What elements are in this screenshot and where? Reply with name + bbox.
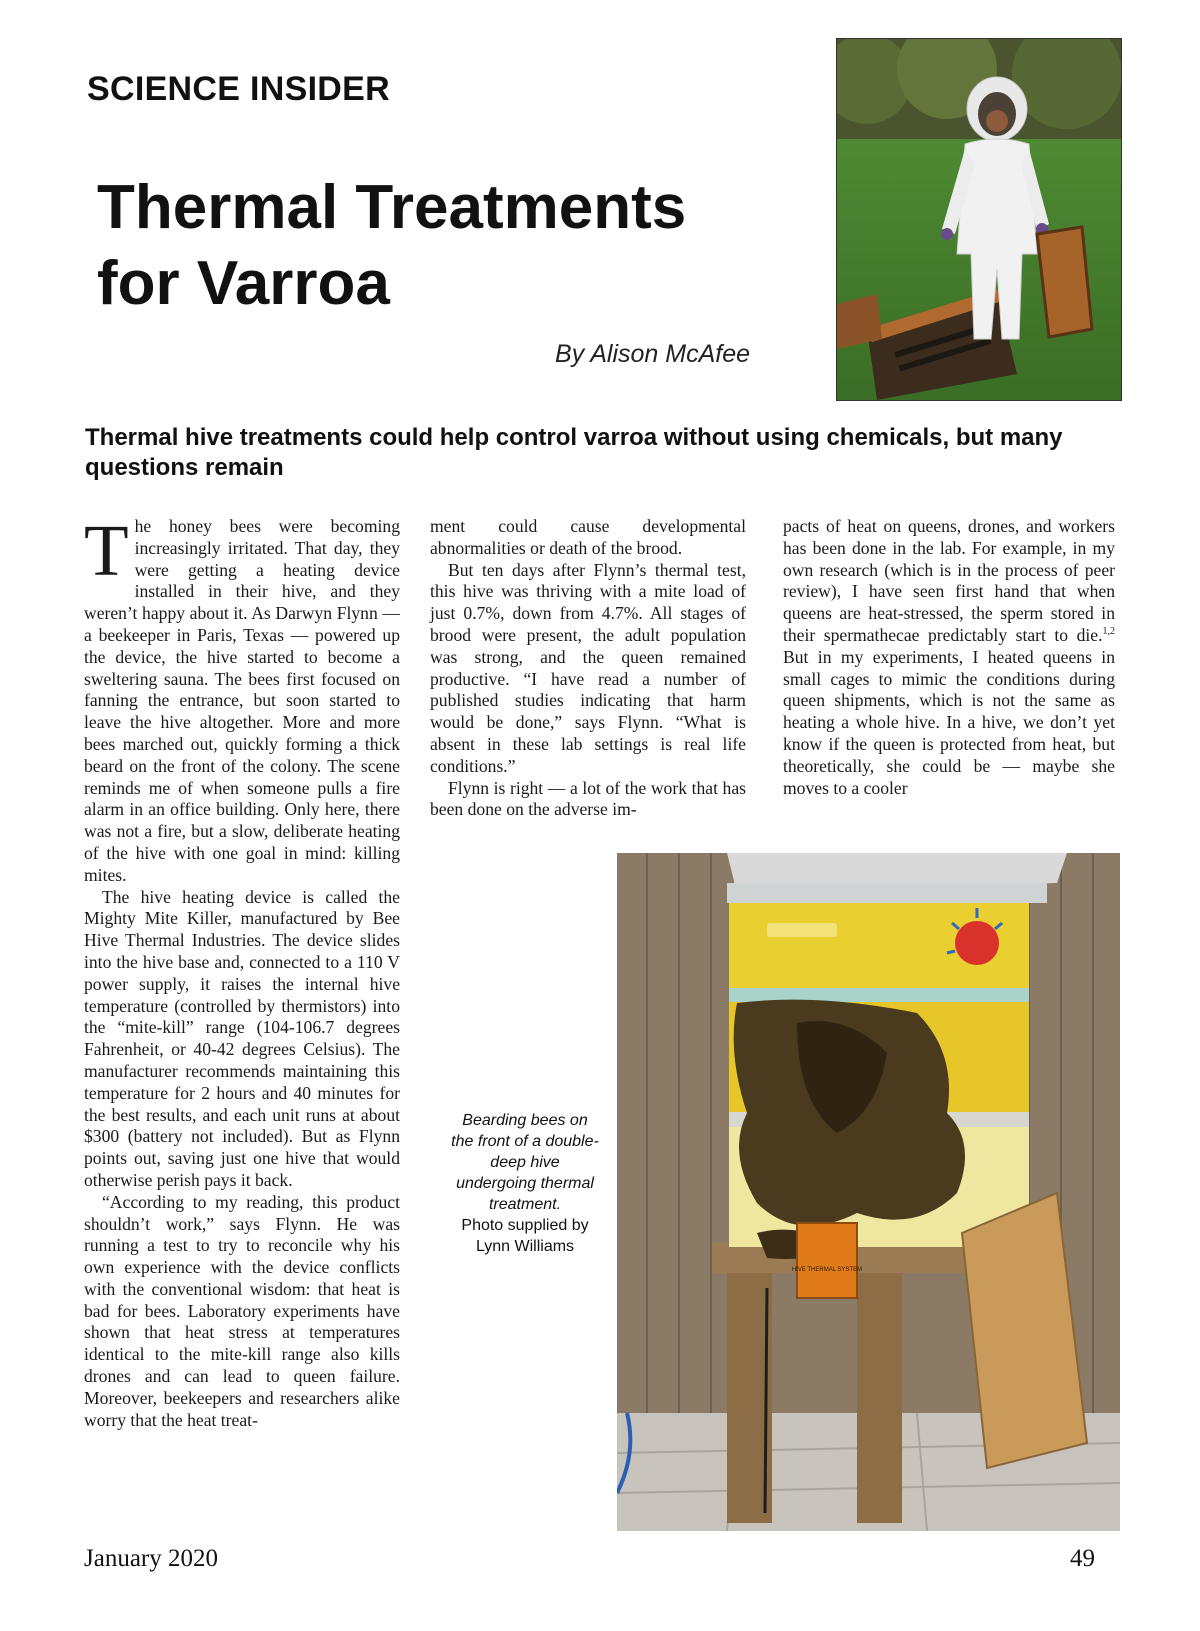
- photo-caption: [450, 1110, 600, 1257]
- paragraph-5: But ten days after Flynn’s thermal test, this hive was thriving with a mite load of just 0.7%, down from 4.7%. All stages of brood were present, the adult population was strong, and the queen remained productive. “I have read a number of published studies indicating that harm would be done,” says Flynn. “What is absent in these lab settings is real life conditions.”: [430, 559, 746, 776]
- device-label: HIVE THERMAL SYSTEM: [791, 1267, 863, 1273]
- byline: By Alison McAfee: [555, 340, 750, 368]
- beekeeper-illustration: [837, 39, 1121, 400]
- paragraph-4: ment could cause developmental abnormalities or death of the brood.: [430, 516, 746, 558]
- drop-cap: T: [84, 510, 129, 591]
- citation-superscript: 1,2: [1102, 626, 1115, 638]
- section-kicker: SCIENCE INSIDER: [87, 70, 390, 108]
- title-line-2: for Varroa: [97, 249, 390, 318]
- paragraph-7-text-b: But in my experiments, I heated queens in small cages to mimic the conditions during queen shipments, which is not the same as heating a whole hive. In a hive, we don’t yet know if the queen is protected from heat, but theoretically, she could be — maybe she moves to a cooler: [783, 646, 1115, 798]
- hive-illustration: [617, 853, 1120, 1531]
- paragraph-6: Flynn is right — a lot of the work that has been done on the adverse im-: [430, 777, 746, 820]
- title-line-1: Thermal Treatments: [97, 173, 687, 242]
- paragraph-7-text-a: pacts of heat on queens, drones, and workers has been done in the lab. For example, in my own research (which is in the process of peer review), I have seen first hand that when queens are heat-stressed, the sperm stored in their spermathecae predictably start to die.: [783, 516, 1115, 645]
- paragraph-3: “According to my reading, this product shouldn’t work,” says Flynn. He was running a test to try to reconcile why his own experience with the device conflicts with the conventional wisdom: that heat is bad for bees. Laboratory experiments have shown that heat stress at temperatures identical to the mite-kill range also kills drones and can lead to queen failure. Moreover, beekeepers and researchers alike worry that the heat treat-: [84, 1191, 400, 1430]
- paragraph-1: [84, 510, 400, 887]
- column-1: [84, 510, 400, 1431]
- footer-date: January 2020: [84, 1545, 218, 1572]
- column-2: [430, 516, 746, 821]
- hive-photo: [617, 853, 1120, 1531]
- caption-credit: Photo supplied by Lynn Williams: [461, 1217, 589, 1255]
- page-number: 49: [1070, 1545, 1095, 1572]
- paragraph-7: [783, 516, 1115, 799]
- paragraph-1-text: he honey bees were becoming increasingly irritated. That day, they were getting a heating device installed in their hive, and they weren’t happy about it. As Darwyn Flynn — a beekeeper in Paris, Texas — powered up the device, the hive started to become a sweltering sauna. The bees first focused on fanning the entrance, but soon started to leave the hive altogether. More and more bees marched out, quickly forming a thick beard on the front of the colony. The scene reminds me of when someone pulls a fire alarm in an office building. Only here, there was not a fire, but a slow, deliberate heating of the hive with one goal in mind: killing mites.: [84, 516, 400, 885]
- paragraph-2: The hive heating device is called the Mighty Mite Killer, manufactured by Bee Hive Thermal Industries. The device slides into the hive base and, connected to a 110 V power supply, it raises the internal hive temperature (controlled by thermistors) into the “mite-kill” range (104-106.7 degrees Fahrenheit, or 40-42 degrees Celsius). The manufacturer recommends maintaining this temperature for 2 hours and 40 minutes for the best results, and each unit runs at about $300 (battery not included). But as Flynn points out, saving just one hive that would otherwise perish pays it back.: [84, 886, 400, 1190]
- beekeeper-photo: [836, 38, 1122, 401]
- article-deck: Thermal hive treatments could help control varroa without using chemicals, but many questions remain: [85, 424, 1063, 481]
- column-3: [783, 516, 1115, 799]
- caption-description: Bearding bees on the front of a double-deep hive undergoing thermal treatment.: [451, 1112, 599, 1213]
- article-title: [97, 170, 777, 322]
